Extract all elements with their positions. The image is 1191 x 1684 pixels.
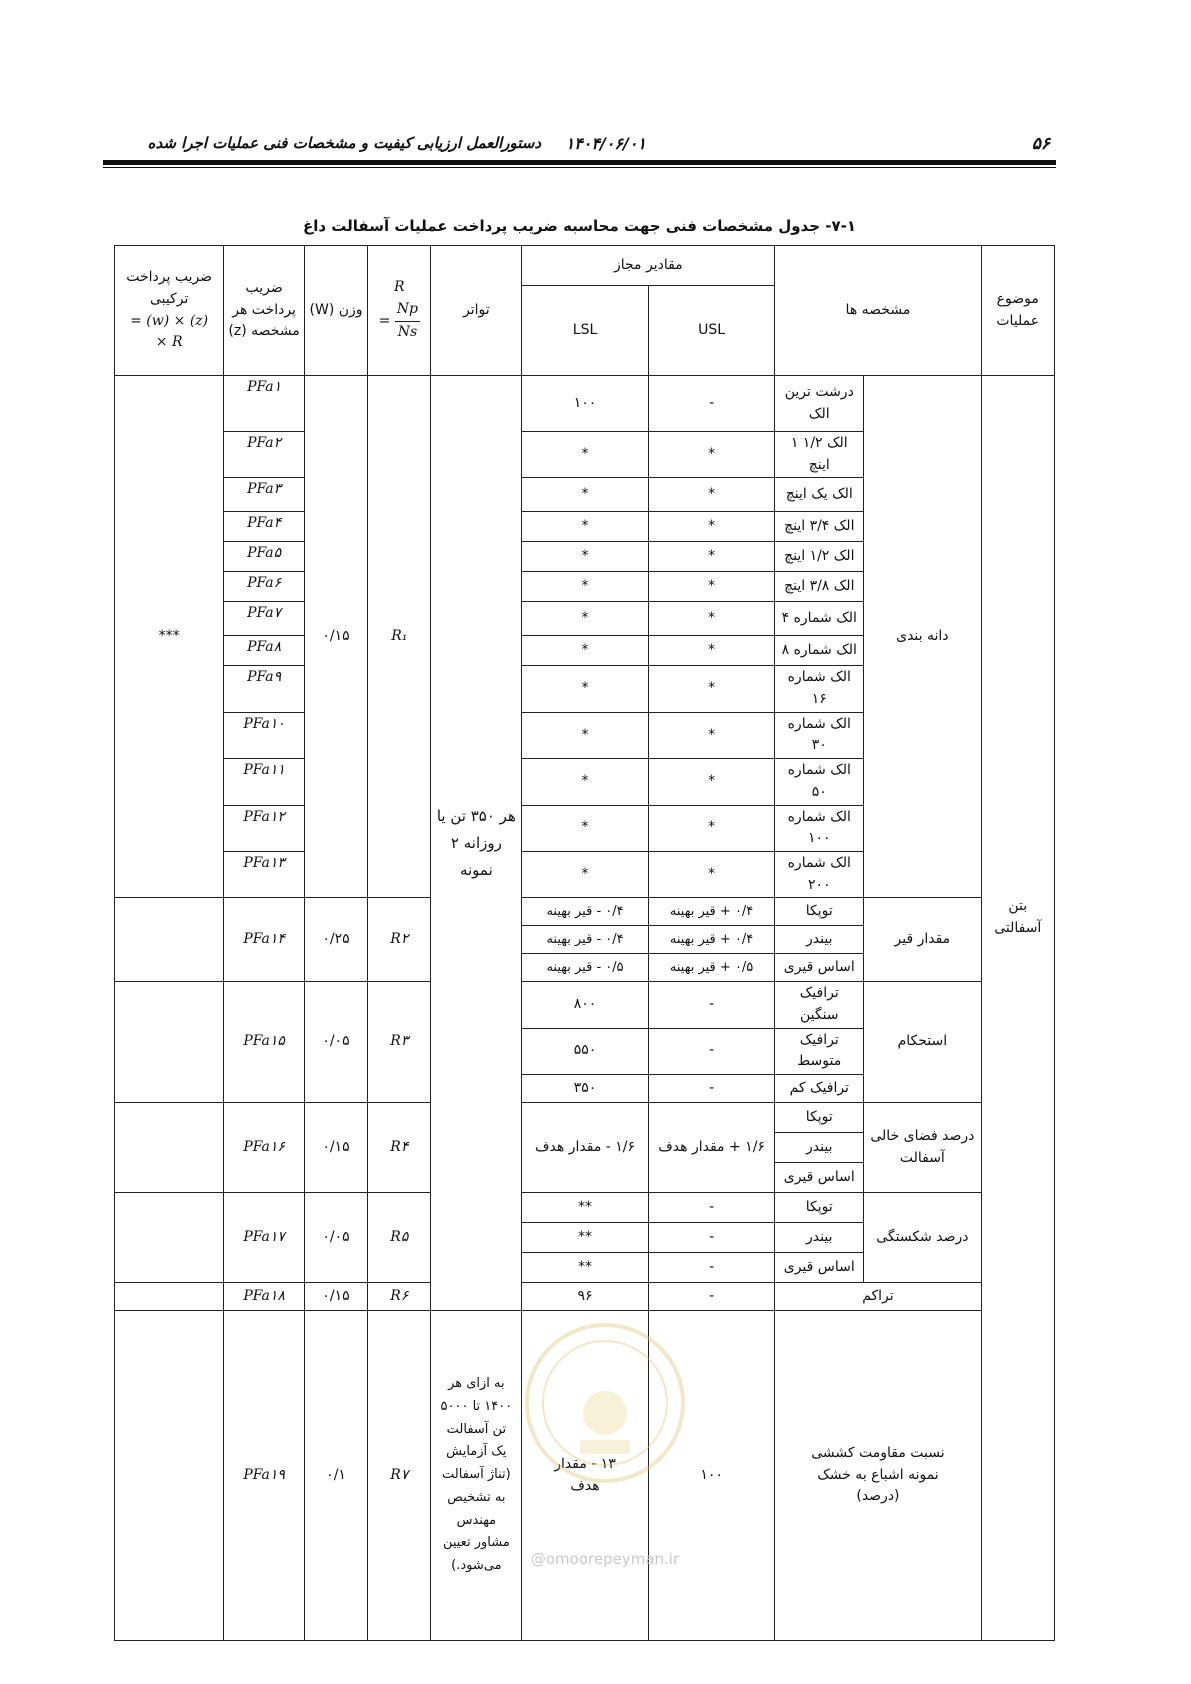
gradation-spec: درشت ترین الک	[775, 376, 864, 432]
tensile-spec: نسبت مقاومت کششی نمونه اشباع به خشک (درصد)	[775, 1311, 981, 1641]
bitumen-lsl: ۰/۴ - قیر بهینه	[522, 926, 649, 954]
gradation-pf: PFa۹	[224, 666, 305, 712]
header-rule-thin	[103, 167, 1056, 168]
compaction-r: R۶	[368, 1283, 431, 1311]
gradation-lsl: *	[522, 666, 649, 712]
stability-spec: ترافیک سنگین	[775, 982, 864, 1028]
compaction-weight: ۰/۱۵	[304, 1283, 367, 1311]
header-date: ۱۴۰۴/۰۶/۰۱	[565, 134, 646, 153]
bitumen-spec: بیندر	[775, 926, 864, 954]
tensile-weight: ۰/۱	[304, 1311, 367, 1641]
stability-weight: ۰/۰۵	[304, 982, 367, 1103]
bitumen-weight: ۰/۲۵	[304, 898, 367, 982]
gradation-spec: الک ۳/۴ اینچ	[775, 512, 864, 542]
header-r-top: R	[394, 279, 405, 296]
gradation-pf: PFa۱۳	[224, 851, 305, 897]
gradation-pf: PFa۱۲	[224, 805, 305, 851]
fracture-lsl: **	[522, 1193, 649, 1223]
air-voids-lsl: ۱/۶ - مقدار هدف	[522, 1103, 649, 1193]
header-lsl: LSL	[522, 286, 649, 376]
gradation-lsl: *	[522, 602, 649, 636]
gradation-pf: PFa۲	[224, 432, 305, 478]
gradation-usl: *	[648, 805, 775, 851]
air-voids-combined	[115, 1103, 224, 1193]
gradation-spec: الک شماره ۵۰	[775, 759, 864, 805]
header-pf-combined	[115, 246, 224, 376]
compaction-row	[115, 1283, 1055, 1311]
air-voids-group: درصد فضای خالی آسفالت	[864, 1103, 981, 1193]
header-title: دستورالعمل ارزیابی کیفیت و مشخصات فنی عملیات اجرا شده	[147, 134, 541, 152]
stability-lsl: ۸۰۰	[522, 982, 649, 1028]
gradation-pf: PFa۷	[224, 602, 305, 636]
bitumen-r: R۲	[368, 898, 431, 982]
bitumen-usl: ۰/۵ + قیر بهینه	[648, 954, 775, 982]
fracture-r: R۵	[368, 1193, 431, 1283]
gradation-pf: PFa۴	[224, 512, 305, 542]
stability-spec: ترافیک متوسط	[775, 1028, 864, 1074]
gradation-spec: الک ۱/۲ اینچ	[775, 542, 864, 572]
air-voids-usl: ۱/۶ + مقدار هدف	[648, 1103, 775, 1193]
watermark-text: @omoorepeyman.ir	[530, 1550, 680, 1568]
air-voids-spec: اساس قیری	[775, 1163, 864, 1193]
stability-usl: -	[648, 1075, 775, 1103]
tensile-r: R۷	[368, 1311, 431, 1641]
table-caption: ۷-۱- جدول مشخصات فنی جهت محاسبه ضریب پرداخت عملیات آسفالت داغ	[302, 217, 857, 235]
gradation-usl: *	[648, 542, 775, 572]
air-voids-pf: PFa۱۶	[224, 1103, 305, 1193]
air-voids-row	[115, 1103, 1055, 1133]
bitumen-lsl: ۰/۴ - قیر بهینه	[522, 898, 649, 926]
header-rule-thick	[103, 160, 1056, 165]
compaction-pf: PFa۱۸	[224, 1283, 305, 1311]
gradation-lsl: *	[522, 805, 649, 851]
gradation-usl: *	[648, 636, 775, 666]
tensile-pf: PFa۱۹	[224, 1311, 305, 1641]
header-allowed: مقادیر مجاز	[522, 246, 775, 286]
compaction-combined	[115, 1283, 224, 1311]
gradation-lsl: *	[522, 432, 649, 478]
stability-row	[115, 982, 1055, 1028]
tensile-lsl: ۱۳ - مقدار هدف	[522, 1311, 649, 1641]
gradation-lsl: *	[522, 572, 649, 602]
gradation-pf: PFa۸	[224, 636, 305, 666]
header-pf-formula-2: × R	[155, 334, 183, 351]
gradation-pf: PFa۳	[224, 478, 305, 512]
gradation-spec: الک شماره ۱۶	[775, 666, 864, 712]
stability-pf: PFa۱۵	[224, 982, 305, 1103]
fracture-weight: ۰/۰۵	[304, 1193, 367, 1283]
gradation-spec: الک شماره ۳۰	[775, 712, 864, 758]
header-r-eq: =	[378, 313, 391, 330]
header-row	[115, 246, 1055, 286]
gradation-r: R₁	[368, 376, 431, 898]
gradation-usl: *	[648, 602, 775, 636]
gradation-row	[115, 376, 1055, 432]
compaction-lsl: ۹۶	[522, 1283, 649, 1311]
bitumen-group: مقدار قیر	[864, 898, 981, 982]
gradation-spec: الک شماره ۱۰۰	[775, 805, 864, 851]
bitumen-spec: اساس قیری	[775, 954, 864, 982]
gradation-usl: *	[648, 712, 775, 758]
air-voids-r: R۴	[368, 1103, 431, 1193]
stability-lsl: ۵۵۰	[522, 1028, 649, 1074]
fracture-pf: PFa۱۷	[224, 1193, 305, 1283]
header-r-den: Ns	[397, 323, 418, 340]
header-pf-each: ضریب پرداخت هر مشخصه (z)	[224, 246, 305, 376]
fracture-usl: -	[648, 1193, 775, 1223]
fracture-spec: اساس قیری	[775, 1253, 864, 1283]
bitumen-combined	[115, 898, 224, 982]
gradation-group: دانه بندی	[864, 376, 981, 898]
header-r	[368, 246, 431, 376]
gradation-pf: PFa۶	[224, 572, 305, 602]
tensile-usl: ۱۰۰	[648, 1311, 775, 1641]
bitumen-pf: PFa۱۴	[224, 898, 305, 982]
stability-spec: ترافیک کم	[775, 1075, 864, 1103]
bitumen-usl: ۰/۴ + قیر بهینه	[648, 926, 775, 954]
watermark-seal-logo	[520, 1318, 690, 1488]
page-number: ۵۶	[1031, 134, 1050, 154]
fracture-usl: -	[648, 1253, 775, 1283]
bitumen-usl: ۰/۴ + قیر بهینه	[648, 898, 775, 926]
header-pf-combined-label: ضریب پرداخت ترکیبی	[126, 269, 213, 307]
gradation-lsl: *	[522, 759, 649, 805]
gradation-lsl: *	[522, 636, 649, 666]
gradation-spec: الک شماره ۲۰۰	[775, 851, 864, 897]
gradation-lsl: *	[522, 478, 649, 512]
gradation-usl: *	[648, 759, 775, 805]
gradation-usl: *	[648, 478, 775, 512]
gradation-usl: *	[648, 432, 775, 478]
bitumen-row	[115, 898, 1055, 926]
gradation-spec: الک ۳/۸ اینچ	[775, 572, 864, 602]
gradation-lsl: *	[522, 712, 649, 758]
stability-lsl: ۳۵۰	[522, 1075, 649, 1103]
fracture-lsl: **	[522, 1253, 649, 1283]
stability-r: R۳	[368, 982, 431, 1103]
gradation-spec: الک شماره ۸	[775, 636, 864, 666]
header-spec: مشخصه ها	[775, 246, 981, 376]
gradation-usl: *	[648, 512, 775, 542]
air-voids-spec: توپکا	[775, 1103, 864, 1133]
gradation-lsl: *	[522, 851, 649, 897]
bitumen-lsl: ۰/۵ - قیر بهینه	[522, 954, 649, 982]
gradation-usl: *	[648, 851, 775, 897]
fracture-group: درصد شکستگی	[864, 1193, 981, 1283]
gradation-lsl: ۱۰۰	[522, 376, 649, 432]
stability-usl: -	[648, 982, 775, 1028]
fracture-spec: توپکا	[775, 1193, 864, 1223]
header-r-fraction	[395, 299, 420, 343]
gradation-combined: ***	[115, 376, 224, 898]
header-r-label	[378, 279, 420, 340]
gradation-usl: -	[648, 376, 775, 432]
bitumen-spec: توپکا	[775, 898, 864, 926]
stability-usl: -	[648, 1028, 775, 1074]
gradation-spec: الک شماره ۴	[775, 602, 864, 636]
gradation-pf: PFa۵	[224, 542, 305, 572]
header-subject: موضوع عملیات	[981, 246, 1054, 376]
stability-combined	[115, 982, 224, 1103]
frequency-main: هر ۳۵۰ تن یا روزانه ۲ نمونه	[431, 376, 522, 1311]
frequency-tensile: به ازای هر ۱۴۰۰ تا ۵۰۰۰ تن آسفالت یک آزمایش (تناژ آسفالت به تشخیص مهندس مشاور تعیین می‌شود.)	[431, 1311, 522, 1641]
gradation-lsl: *	[522, 542, 649, 572]
gradation-spec: الک ۱/۲ ۱ اینچ	[775, 432, 864, 478]
gradation-lsl: *	[522, 512, 649, 542]
subject-cell: بتن آسفالتی	[981, 376, 1054, 1641]
air-voids-spec: بیندر	[775, 1133, 864, 1163]
tensile-combined	[115, 1311, 224, 1641]
header-weight: وزن (W)	[304, 246, 367, 376]
header-pf-formula-1: = (w) × (z)	[130, 312, 209, 329]
header-frequency: تواتر	[431, 246, 522, 376]
stability-group: استحکام	[864, 982, 981, 1103]
fracture-combined	[115, 1193, 224, 1283]
air-voids-weight: ۰/۱۵	[304, 1103, 367, 1193]
gradation-usl: *	[648, 572, 775, 602]
gradation-pf: PFa۱	[224, 376, 305, 432]
fracture-spec: بیندر	[775, 1223, 864, 1253]
fracture-usl: -	[648, 1223, 775, 1253]
gradation-pf: PFa۱۰	[224, 712, 305, 758]
gradation-weight: ۰/۱۵	[304, 376, 367, 898]
gradation-pf: PFa۱۱	[224, 759, 305, 805]
fracture-lsl: **	[522, 1223, 649, 1253]
header-r-num: Np	[395, 299, 420, 322]
compaction-usl: -	[648, 1283, 775, 1311]
fracture-row	[115, 1193, 1055, 1223]
gradation-usl: *	[648, 666, 775, 712]
header-usl: USL	[648, 286, 775, 376]
gradation-spec: الک یک اینچ	[775, 478, 864, 512]
compaction-spec: تراکم	[775, 1283, 981, 1311]
